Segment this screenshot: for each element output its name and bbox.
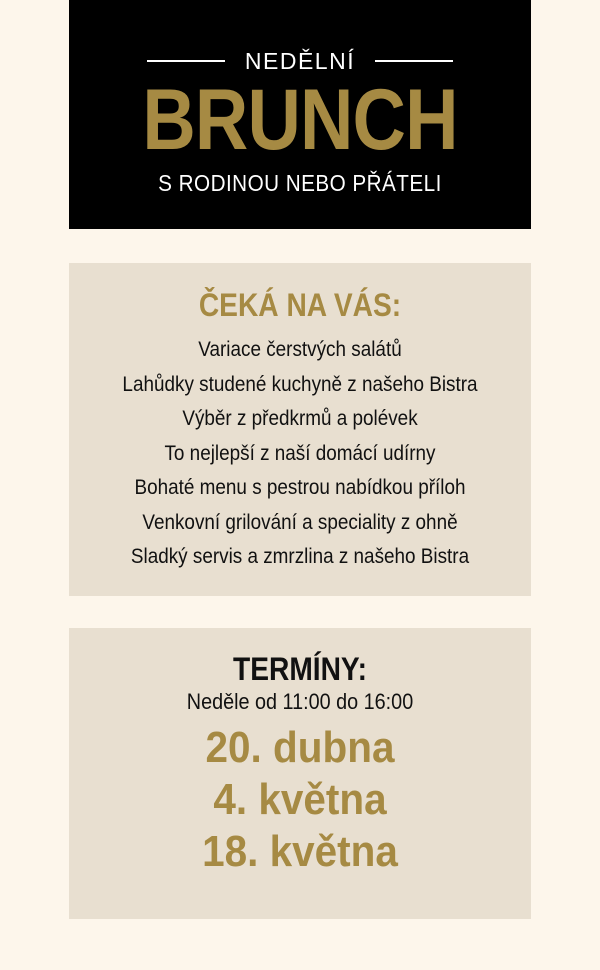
left-divider-line: [147, 60, 225, 62]
offer-item: Výběr z předkrmů a polévek: [182, 407, 418, 430]
date-item: 4. května: [213, 775, 387, 824]
opening-hours: Neděle od 11:00 do 16:00: [186, 689, 414, 714]
date-item: 20. dubna: [205, 723, 395, 772]
right-divider-line: [375, 60, 453, 62]
date-list: [69, 722, 531, 878]
offer-item: To nejlepší z naší domácí udírny: [164, 441, 436, 465]
offer-item: Bohaté menu s pestrou nabídkou příloh: [134, 476, 466, 499]
offer-list: [69, 333, 531, 575]
dates-title: TERMÍNY:: [232, 651, 368, 687]
offer-item: Sladký servis a zmrzlina z našeho Bistra: [130, 545, 470, 568]
headline: BRUNCH: [142, 72, 458, 168]
offer-title: ČEKÁ NA VÁS:: [198, 287, 402, 323]
subheadline: S RODINOU NEBO PŘÁTELI: [158, 170, 442, 196]
date-item: 18. května: [202, 827, 398, 876]
eyebrow-text: NEDĚLNÍ: [244, 47, 356, 74]
offer-card: [69, 263, 531, 596]
header-banner: [69, 0, 531, 229]
dates-card: [69, 628, 531, 919]
offer-item: Variace čerstvých salátů: [198, 338, 402, 361]
offer-item: Lahůdky studené kuchyně z našeho Bistra: [122, 372, 478, 396]
offer-item: Venkovní grilování a speciality z ohně: [142, 510, 458, 534]
